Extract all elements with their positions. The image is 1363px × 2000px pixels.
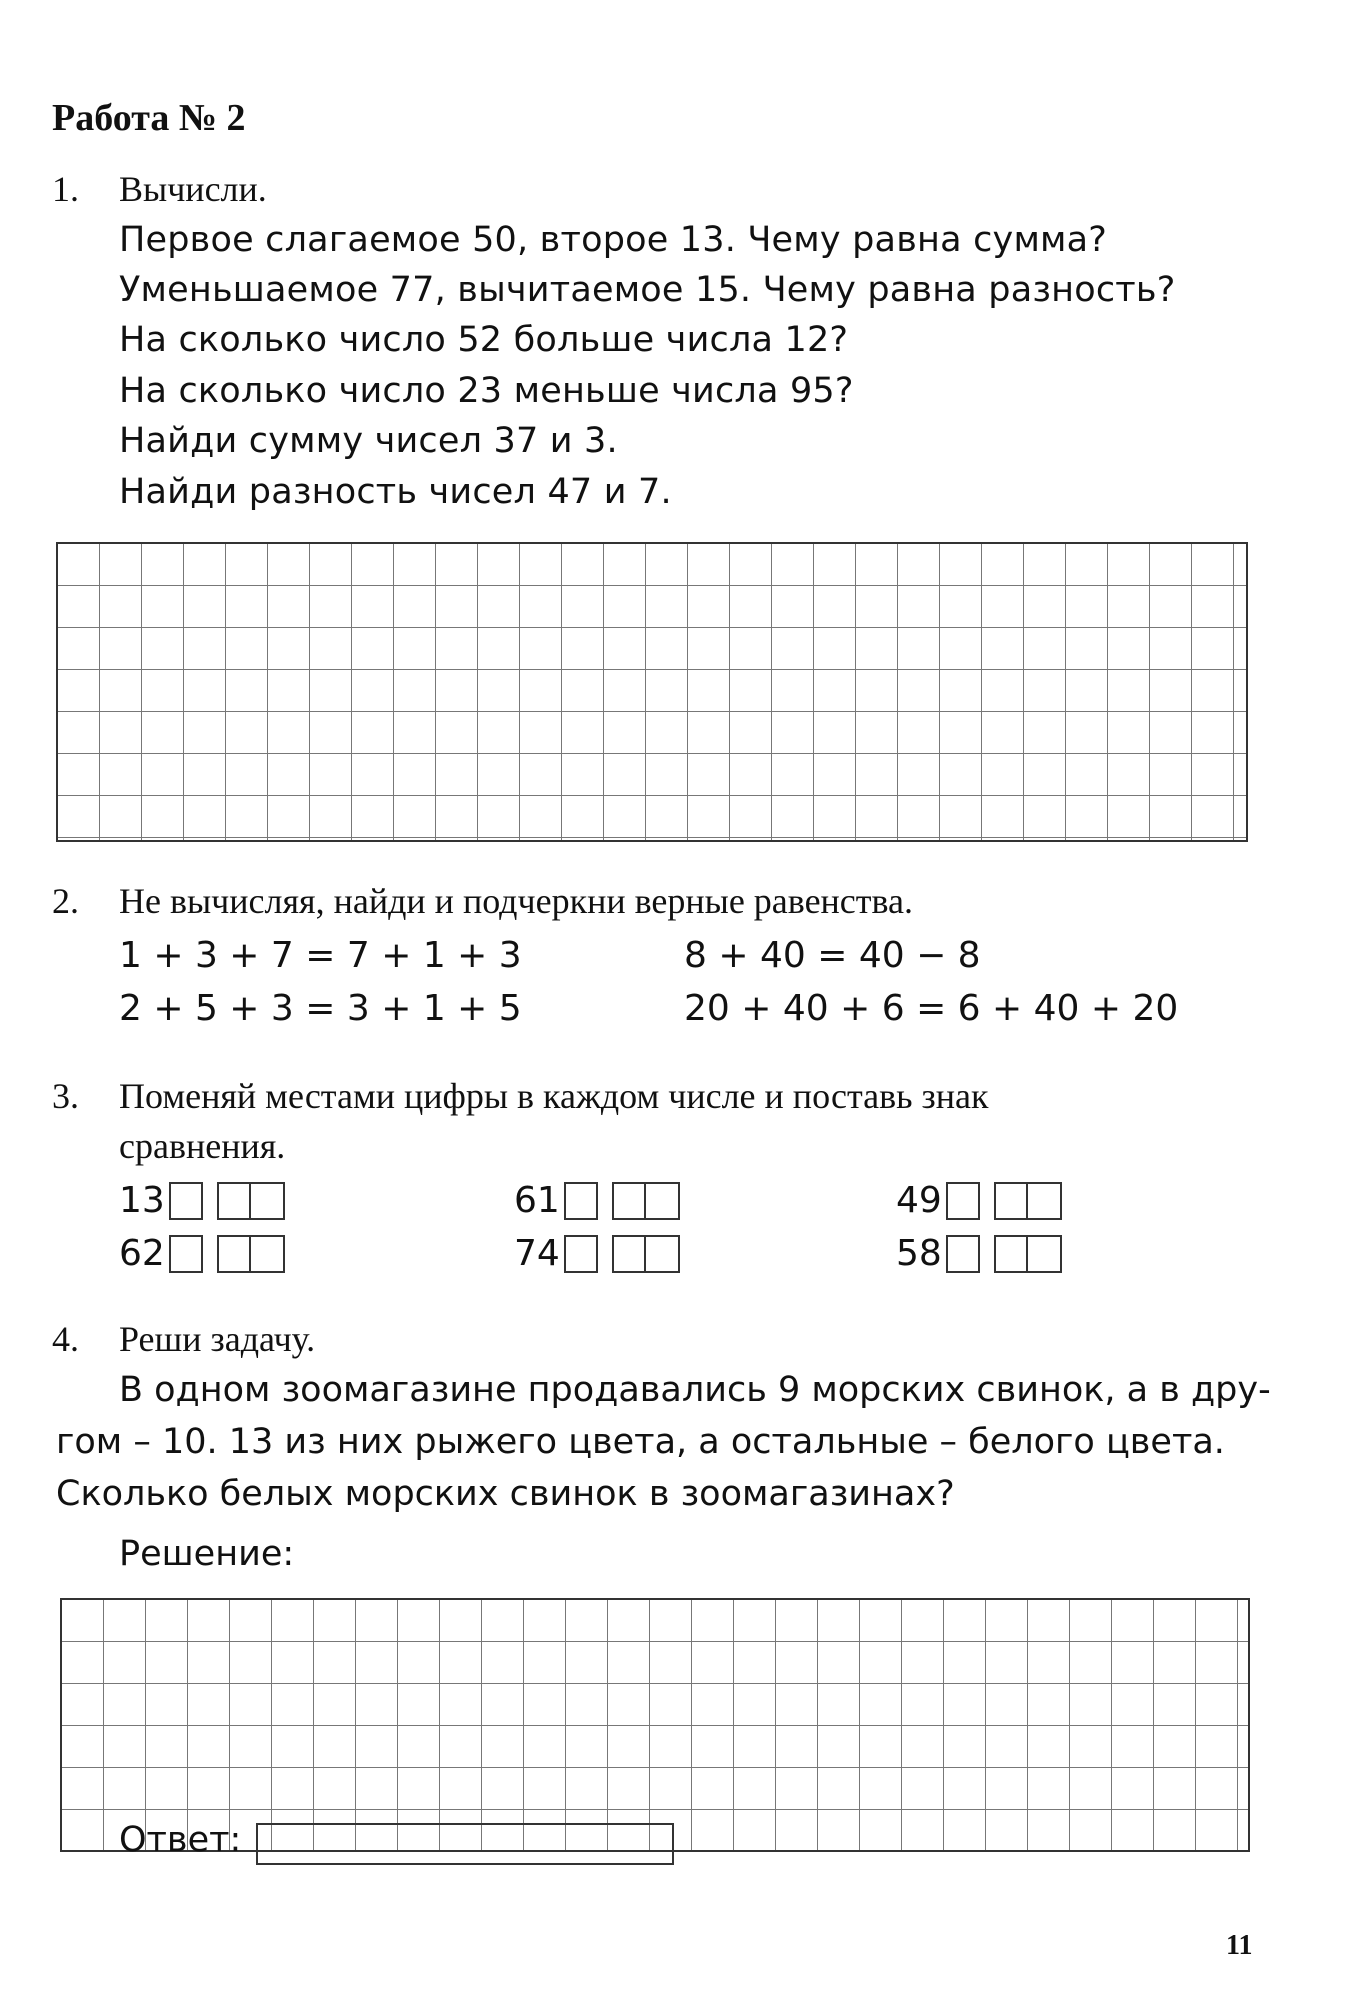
task1-answer-grid[interactable]	[56, 542, 1248, 842]
answer-box[interactable]	[646, 1182, 680, 1220]
compare-item-13	[119, 1180, 285, 1221]
answer-box[interactable]	[217, 1182, 251, 1220]
answer-box[interactable]	[994, 1182, 1028, 1220]
task4-text-line-1: В одном зоомагазине продавались 9 морских свинок, а в дру-	[119, 1370, 1271, 1410]
sign-box[interactable]	[946, 1182, 980, 1220]
compare-item-74	[514, 1233, 680, 1274]
task1-number: 1.	[52, 169, 79, 209]
sign-box[interactable]	[564, 1235, 598, 1273]
task2-heading: Не вычисляя, найди и подчеркни верные равенства.	[119, 881, 914, 921]
compare-number: 62	[119, 1233, 165, 1274]
task4-solution-grid[interactable]	[60, 1598, 1250, 1852]
page-title: Работа № 2	[52, 97, 246, 139]
answer-box[interactable]	[1028, 1235, 1062, 1273]
task1-line-5: Найди сумму чисел 37 и 3.	[119, 421, 618, 461]
compare-item-62	[119, 1233, 285, 1274]
task4-heading: Реши задачу.	[119, 1319, 316, 1359]
equation-4[interactable]: 20 + 40 + 6 = 6 + 40 + 20	[684, 988, 1179, 1029]
task3-heading-line2: сравнения.	[119, 1126, 286, 1166]
answer-input-box[interactable]	[256, 1823, 674, 1865]
answer-box[interactable]	[251, 1235, 285, 1273]
equation-2[interactable]: 8 + 40 = 40 − 8	[684, 935, 981, 976]
task4-text-line-2: гом – 10. 13 из них рыжего цвета, а остальные – белого цвета.	[56, 1422, 1225, 1462]
page-number: 11	[1226, 1930, 1253, 1961]
task1-line-3: На сколько число 52 больше числа 12?	[119, 320, 849, 360]
answer-box[interactable]	[994, 1235, 1028, 1273]
answer-box[interactable]	[217, 1235, 251, 1273]
sign-box[interactable]	[946, 1235, 980, 1273]
answer-box[interactable]	[646, 1235, 680, 1273]
task4-number: 4.	[52, 1319, 79, 1359]
task1-line-4: На сколько число 23 меньше числа 95?	[119, 371, 854, 411]
compare-number: 61	[514, 1180, 560, 1221]
sign-box[interactable]	[169, 1182, 203, 1220]
sign-box[interactable]	[169, 1235, 203, 1273]
task1-line-2: Уменьшаемое 77, вычитаемое 15. Чему равна разность?	[119, 270, 1176, 310]
compare-number: 74	[514, 1233, 560, 1274]
task2-number: 2.	[52, 881, 79, 921]
compare-number: 49	[896, 1180, 942, 1221]
solution-label: Решение:	[119, 1534, 295, 1574]
equation-1[interactable]: 1 + 3 + 7 = 7 + 1 + 3	[119, 935, 522, 976]
answer-box[interactable]	[612, 1182, 646, 1220]
answer-box[interactable]	[612, 1235, 646, 1273]
task1-line-1: Первое слагаемое 50, второе 13. Чему равна сумма?	[119, 220, 1108, 260]
answer-label: Ответ:	[119, 1820, 242, 1860]
sign-box[interactable]	[564, 1182, 598, 1220]
compare-item-58	[896, 1233, 1062, 1274]
task1-line-6: Найди разность чисел 47 и 7.	[119, 472, 672, 512]
task4-text-line-3: Сколько белых морских свинок в зоомагазинах?	[56, 1474, 955, 1514]
compare-number: 58	[896, 1233, 942, 1274]
answer-box[interactable]	[1028, 1182, 1062, 1220]
task3-heading-line1: Поменяй местами цифры в каждом числе и поставь знак	[119, 1076, 989, 1116]
equation-3[interactable]: 2 + 5 + 3 = 3 + 1 + 5	[119, 988, 522, 1029]
task3-number: 3.	[52, 1076, 79, 1116]
answer-box[interactable]	[251, 1182, 285, 1220]
compare-item-61	[514, 1180, 680, 1221]
compare-item-49	[896, 1180, 1062, 1221]
compare-number: 13	[119, 1180, 165, 1221]
task1-heading: Вычисли.	[119, 169, 267, 209]
